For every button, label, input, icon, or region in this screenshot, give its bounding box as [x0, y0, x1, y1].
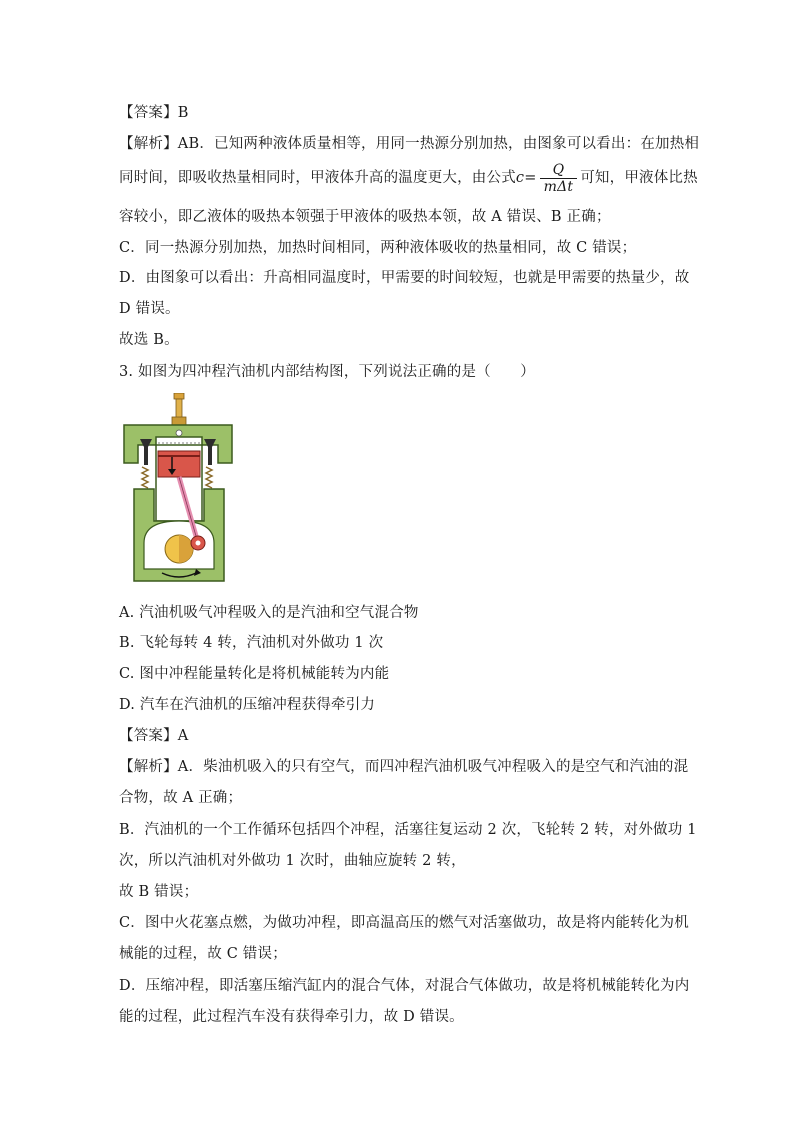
q3-analysis-line-4: 次，所以汽油机对外做功 1 次时，曲轴应旋转 2 转， — [119, 853, 466, 869]
q3-option-a: A. 汽油机吸气冲程吸入的是汽油和空气混合物 — [119, 605, 419, 621]
q2-analysis-line-6: D 错误。 — [119, 301, 180, 317]
q2-analysis-line-5: D．由图象可以看出：升高相同温度时，甲需要的时间较短，也就是甲需要的热量少，故 — [119, 270, 690, 286]
q3-analysis-line-1: 【解析】A．柴油机吸入的只有空气，而四冲程汽油机吸气冲程吸入的是空气和汽油的混 — [119, 759, 689, 775]
formula-equals: = — [524, 170, 537, 186]
formula-numerator: Q — [552, 161, 565, 178]
q2-analysis-line-2-after: 可知，甲液体比热 — [580, 170, 698, 186]
formula-lhs: c — [515, 170, 525, 186]
q2-analysis-line-7: 故选 B。 — [119, 332, 179, 348]
formula-fraction — [540, 162, 578, 195]
q3-analysis-line-3: B．汽油机的一个工作循环包括四个冲程，活塞往复运动 2 次，飞轮转 2 转，对外做功 1 — [119, 822, 697, 838]
q2-analysis-line-3: 容较小，即乙液体的吸热本领强于甲液体的吸热本领，故 A 错误、B 正确； — [119, 209, 611, 225]
q3-analysis-line-2: 合物，故 A 正确； — [119, 790, 243, 806]
q2-analysis-line-2-before: 同时间，即吸收热量相同时，甲液体升高的温度更大，由公式 — [119, 170, 516, 186]
formula-denominator: mΔt — [543, 178, 574, 195]
q3-option-c: C. 图中冲程能量转化是将机械能转为内能 — [119, 666, 390, 682]
q3-analysis-line-8: D．压缩冲程，即活塞压缩汽缸内的混合气体，对混合气体做功，故是将机械能转化为内 — [119, 978, 690, 994]
q3-stem: 3. 如图为四冲程汽油机内部结构图，下列说法正确的是（ ） — [119, 364, 535, 380]
q3-analysis-line-7: 械能的过程，故 C 错误； — [119, 946, 287, 962]
q2-analysis-line-4: C．同一热源分别加热，加热时间相同，两种液体吸收的热量相同，故 C 错误； — [119, 240, 637, 256]
q3-analysis-line-6: C．图中火花塞点燃，为做功冲程，即高温高压的燃气对活塞做功，故是将内能转化为机 — [119, 915, 689, 931]
q3-analysis-line-9: 能的过程，此过程汽车没有获得牵引力，故 D 错误。 — [119, 1009, 464, 1025]
four-stroke-gasoline-engine-diagram — [122, 393, 234, 585]
q3-answer: 【答案】A — [119, 728, 189, 744]
q3-analysis-line-5: 故 B 错误； — [119, 884, 199, 900]
q3-option-b: B. 飞轮每转 4 转，汽油机对外做功 1 次 — [119, 635, 384, 651]
q2-analysis-line-1: 【解析】AB．已知两种液体质量相等，用同一热源分别加热，由图象可以看出：在加热相 — [119, 136, 700, 152]
q3-option-d: D. 汽车在汽油机的压缩冲程获得牵引力 — [119, 697, 376, 713]
q2-analysis-line-2 — [119, 160, 698, 196]
q2-answer: 【答案】B — [119, 105, 189, 121]
engine-figure — [122, 393, 234, 585]
